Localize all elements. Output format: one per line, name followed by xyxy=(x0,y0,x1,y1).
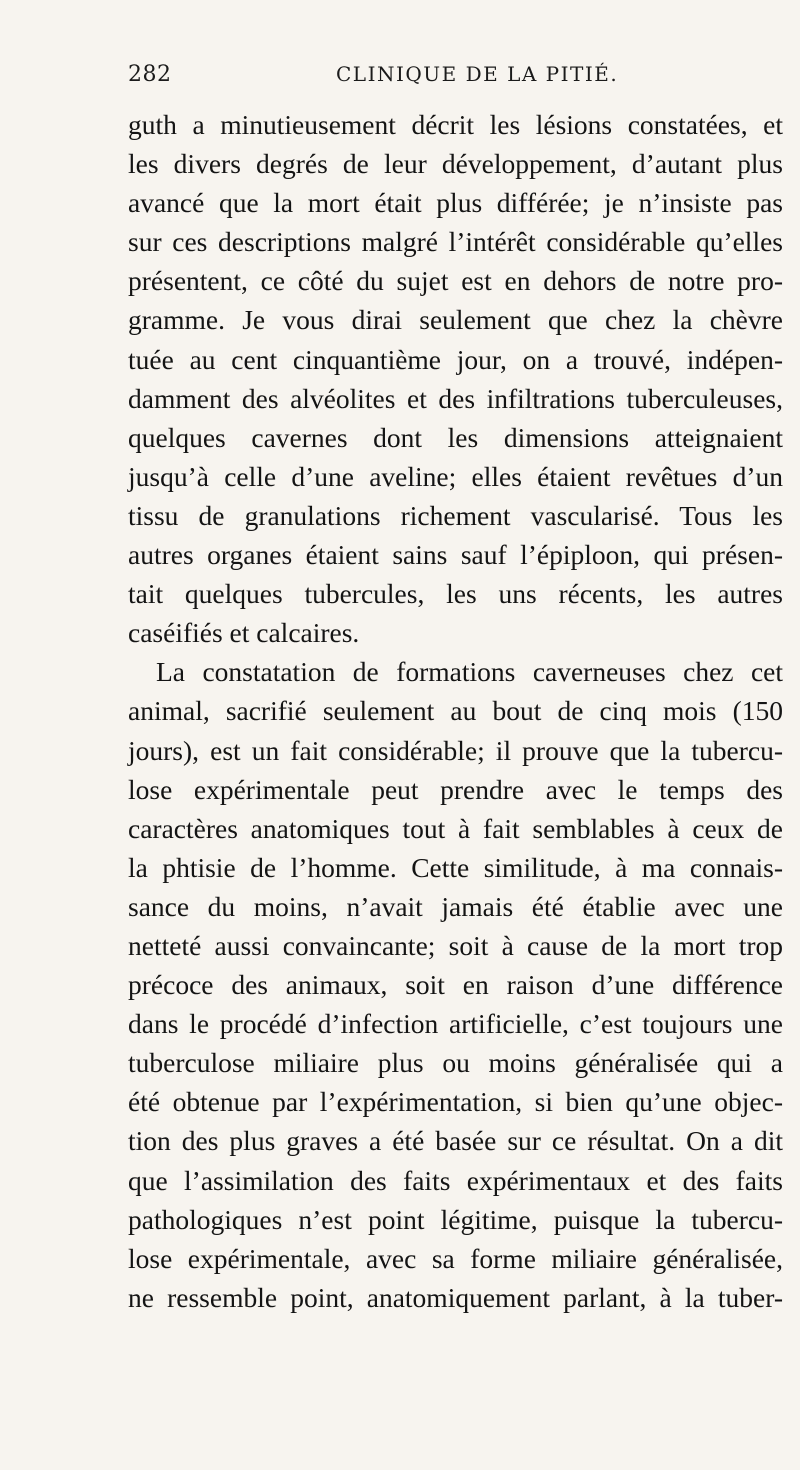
text-line: les divers degrés de leur développement, d’autant plus xyxy=(128,148,783,180)
text-line: jusqu’à celle d’une aveline; elles étaient revêtues d’un xyxy=(128,460,783,492)
text-line: lose expérimentale, avec sa forme miliaire généralisée, xyxy=(128,1242,783,1274)
text-line: tissu de granulations richement vascularisé. Tous les xyxy=(128,499,783,531)
text-line: tuée au cent cinquantième jour, on a trouvé, indépen- xyxy=(128,343,783,375)
text-line: la phtisie de l’homme. Cette similitude, à ma connais- xyxy=(128,851,783,883)
text-line: damment des alvéolites et des infiltrations tuberculeuses, xyxy=(128,382,783,414)
text-line: dans le procédé d’infection artificielle, c’est toujours une xyxy=(128,1008,783,1040)
running-head: CLINIQUE DE LA PITIÉ. xyxy=(336,62,619,86)
text-line: autres organes étaient sains sauf l’épiploon, qui présen- xyxy=(128,539,783,571)
text-line: caractères anatomiques tout à fait semblables à ceux de xyxy=(128,812,783,844)
text-line: sance du moins, n’avait jamais été établie avec une xyxy=(128,890,783,922)
text-line: pathologiques n’est point légitime, puisque la tubercu- xyxy=(128,1203,783,1235)
page-number: 282 xyxy=(128,62,172,87)
text-line: précoce des animaux, soit en raison d’une différence xyxy=(128,969,783,1001)
text-line: netteté aussi convaincante; soit à cause de la mort trop xyxy=(128,929,783,961)
text-line: lose expérimentale peut prendre avec le temps des xyxy=(128,773,783,805)
text-line: tion des plus graves a été basée sur ce résultat. On a dit xyxy=(128,1125,783,1157)
text-line: tait quelques tubercules, les uns récents, les autres xyxy=(128,578,783,610)
text-line: été obtenue par l’expérimentation, si bien qu’une objec- xyxy=(128,1086,783,1118)
text-line: ne ressemble point, anatomiquement parlant, à la tuber- xyxy=(128,1281,783,1313)
body-text xyxy=(128,105,783,1317)
text-line: animal, sacrifié seulement au bout de cinq mois (150 xyxy=(128,695,783,727)
text-line: présentent, ce côté du sujet est en dehors de notre pro- xyxy=(128,265,783,297)
text-line: sur ces descriptions malgré l’intérêt considérable qu’elles xyxy=(128,226,783,258)
text-line: quelques cavernes dont les dimensions atteignaient xyxy=(128,421,783,453)
text-line: guth a minutieusement décrit les lésions constatées, et xyxy=(128,109,783,140)
page-header xyxy=(128,62,788,92)
text-line: jours), est un fait considérable; il prouve que la tubercu- xyxy=(128,734,783,766)
text-line: gramme. Je vous dirai seulement que chez la chèvre xyxy=(128,304,783,336)
text-line: avancé que la mort était plus différée; je n’insiste pas xyxy=(128,187,783,219)
text-line: La constatation de formations caverneuses chez cet xyxy=(156,656,783,688)
text-line: caséifiés et calcaires. xyxy=(128,617,360,649)
text-line: tuberculose miliaire plus ou moins généralisée qui a xyxy=(128,1047,783,1079)
text-line: que l’assimilation des faits expérimentaux et des faits xyxy=(128,1164,783,1196)
